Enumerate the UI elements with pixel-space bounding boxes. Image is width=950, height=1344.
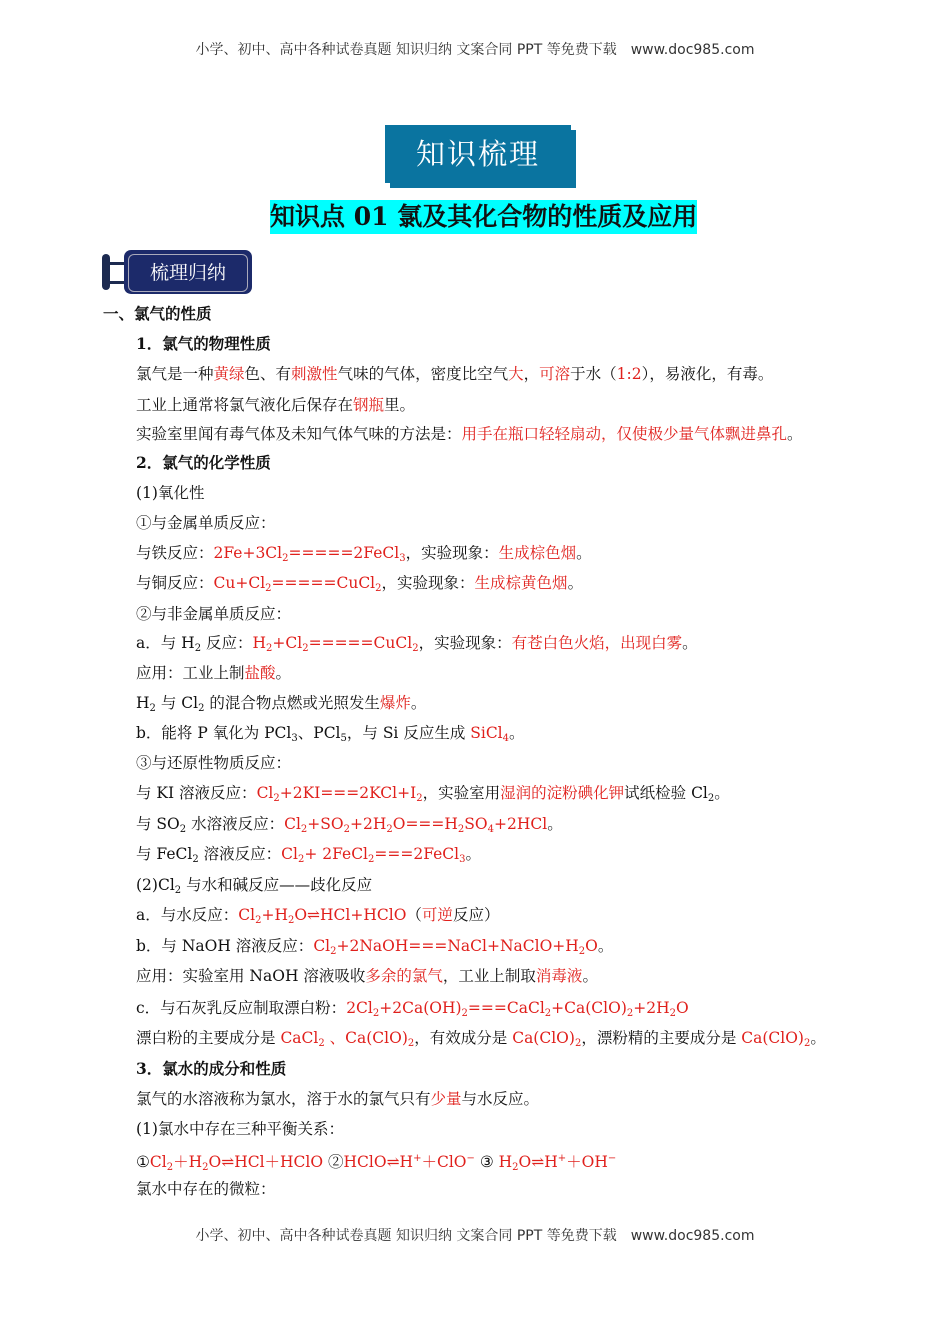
highlighted-text: 2 [255,915,262,926]
highlighted-text: 盐酸 [244,664,276,682]
section-heading [136,334,271,354]
highlighted-text: 2 [461,1008,468,1019]
highlighted-text: 2 [330,946,337,957]
text-segment: (1)氧化性 [136,484,205,502]
text-segment: 漂白粉的主要成分是 [136,1029,281,1047]
text-segment: 2 [149,703,156,714]
highlighted-text: +2H [633,999,670,1017]
text-line [136,1149,616,1178]
highlighted-text: 2 [544,1008,552,1019]
highlighted-text: 2 [626,1008,634,1019]
highlighted-text: 4 [502,733,510,744]
text-segment: 与 Cl [155,694,199,712]
text-segment: ，实验现象： [405,544,499,562]
text-segment: ① [136,1153,150,1171]
text-segment: ，工业上制取 [442,967,536,985]
highlighted-text: ＋OH [566,1153,608,1171]
text-line [136,663,291,683]
text-segment: ，漂粉精的主要成分是 [581,1029,742,1047]
section-banner: 知识梳理 [385,125,571,183]
text-segment: 与铁反应： [136,544,214,562]
text-segment: ，实验现象： [381,574,475,592]
text-line [136,364,773,384]
text-line [136,1179,276,1199]
text-segment: 与 KI 溶液反应： [136,784,257,802]
text-segment: 3 [291,733,298,744]
highlighted-text: 少量 [430,1090,462,1108]
highlighted-text: 2 [375,583,382,594]
text-segment: 5 [340,733,347,744]
text-segment: 2 [179,824,187,835]
text-line [136,936,613,962]
highlighted-text: 2 [512,1162,519,1173]
text-segment: 。 [787,425,803,443]
highlighted-text: 3 [459,854,466,865]
highlighted-text: 2 [273,793,280,804]
highlighted-text: 2 [407,1038,415,1049]
highlighted-text: H [498,1153,513,1171]
highlighted-text: − [466,1153,475,1164]
highlighted-text: 2 [343,824,350,835]
text-line [136,966,598,986]
highlighted-text: 2 [669,1008,677,1019]
highlighted-text: 黄绿 [213,365,245,383]
text-segment: 与 FeCl [136,845,193,863]
highlighted-text: 1:2 [616,365,642,383]
text-segment: 应用：实验室用 NaOH 溶液吸收 [136,967,366,985]
highlighted-text: HClO⇌H [343,1153,414,1171]
highlighted-text: O [676,999,689,1017]
highlighted-text: 可逆 [421,906,453,924]
highlighted-text: +2H [349,815,387,833]
highlighted-text: 2 [265,583,272,594]
text-segment: 的混合物点燃或光照发生 [204,694,380,712]
highlighted-text: 消毒液 [535,967,583,985]
text-line [136,814,563,840]
text-line [136,1119,344,1139]
highlighted-text: 、Ca(ClO) [324,1029,408,1047]
highlighted-text: 2 [574,1038,582,1049]
highlighted-text: 刺激性 [291,365,338,383]
highlighted-text: +SO [307,815,344,833]
text-segment: 。 [714,784,730,802]
highlighted-text: 钢瓶 [353,396,385,414]
text-segment: 试纸检验 Cl [624,784,708,802]
text-segment: 2 [192,854,199,865]
text-segment: 2．氯气的化学性质 [136,453,271,472]
text-segment: 。 [682,634,698,652]
text-segment: 1．氯气的物理性质 [136,334,271,353]
highlighted-text: Cl [149,1153,167,1171]
text-segment: 工业上通常将氯气液化后保存在 [136,396,354,414]
highlighted-text: +H [261,906,288,924]
highlighted-text: +Cl [272,634,303,652]
section-heading [136,453,271,473]
highlighted-text: O⇌H [518,1153,558,1171]
text-segment: 2 [707,793,715,804]
highlighted-text: Cl [313,937,331,955]
text-line [136,844,481,870]
text-segment: 实验室里闻有毒气体及未知气体气味的方法是： [136,425,462,443]
text-segment: 水溶液反应： [186,815,285,833]
highlighted-text: 2 [318,1038,325,1049]
text-line [136,875,372,901]
text-segment: 。 [509,724,525,742]
text-segment: 气味的气体，密度比空气 [337,365,509,383]
text-segment: 与水反应。 [461,1090,540,1108]
highlighted-text: +2KI===2KCl+I [279,784,417,802]
text-segment: a．与 H [136,634,195,652]
text-segment: ），易液化，有毒。 [641,365,774,383]
text-line [136,483,204,503]
text-segment: ③与还原性物质反应： [136,754,292,772]
text-segment: ，与 Si 反应生成 [346,724,471,742]
highlighted-text: O⇌HCl＋HClO [208,1153,324,1171]
highlighted-text: 2 [386,824,393,835]
highlighted-text: O [585,937,598,955]
highlighted-text: +2NaOH===NaCl+NaClO+H [336,937,579,955]
highlighted-text: H [252,634,267,652]
highlighted-text: Cu+Cl [213,574,266,592]
highlighted-text: Cl [281,845,298,863]
highlighted-text: SO [464,815,488,833]
highlighted-text: SiCl [470,724,503,742]
highlighted-text: 2 [457,824,465,835]
highlighted-text: 有苍白色火焰，出现白雾 [511,634,683,652]
text-line [136,543,592,569]
highlighted-text: 4 [487,824,494,835]
highlighted-text: ===2FeCl [374,845,460,863]
highlighted-text: + 2FeCl [304,845,369,863]
text-line [136,693,426,719]
text-segment: 溶液反应： [198,845,282,863]
highlighted-text: =====CuCl [308,634,413,652]
highlighted-text: 生成棕黄色烟 [474,574,568,592]
page-header: 小学、初中、高中各种试卷真题 知识归纳 文案合同 PPT 等免费下载 www.doc985.com [195,42,755,58]
text-segment: ，实验室用 [422,784,501,802]
text-segment: (2)Cl [136,876,175,894]
text-segment: b．能将 P 氧化为 PCl [136,724,292,742]
highlighted-text: =====CuCl [271,574,376,592]
text-line [136,424,803,444]
text-segment: 色、有 [244,365,292,383]
highlighted-text: 2Fe+3Cl [213,544,283,562]
highlighted-text: 2 [300,824,308,835]
text-segment: (1)氯水中存在三种平衡关系： [136,1120,344,1138]
text-line [136,753,291,773]
text-segment: 氯气的水溶液称为氯水，溶于水的氯气只有 [136,1090,431,1108]
text-segment: 氯水中存在的微粒： [136,1180,276,1198]
highlighted-text: 2Cl [346,999,373,1017]
text-segment: 。 [576,544,592,562]
text-segment: ①与金属单质反应： [136,514,276,532]
text-segment: 、PCl [297,724,341,742]
text-segment: 。 [275,664,292,682]
text-line [136,1028,826,1054]
highlighted-text: 多余的氯气 [365,967,443,985]
text-line [136,783,730,809]
text-segment: ，有效成分是 [414,1029,513,1047]
highlighted-text: ＋ClO [421,1153,467,1171]
text-segment: 。 [567,574,584,592]
highlighted-text: Cl [284,815,301,833]
text-segment: 氯气是一种 [136,365,214,383]
text-segment: 2 [174,885,182,896]
text-line [136,395,415,415]
text-segment: 2 [194,643,202,654]
text-segment: ，实验现象： [418,634,512,652]
highlighted-text: 湿润的淀粉碘化钾 [500,784,625,802]
highlighted-text: 2 [412,643,419,654]
text-segment: 3．氯水的成分和性质 [136,1059,287,1078]
text-line [136,723,525,749]
text-segment: 应用：工业上制 [136,664,245,682]
highlighted-text: ＋H [173,1153,203,1171]
highlighted-text: 2 [803,1038,811,1049]
highlighted-text: + [557,1153,567,1164]
highlighted-text: =====2FeCl [288,544,400,562]
section-heading [136,1059,286,1079]
text-segment: a．与水反应： [136,906,239,924]
text-line [136,604,291,624]
text-segment: 。 [547,815,563,833]
text-segment: 于水（ [570,365,617,383]
highlighted-text: 2 [166,1162,174,1173]
text-line [136,573,583,599]
highlighted-text: 3 [399,553,406,564]
text-segment: H [136,694,150,712]
text-segment: 。 [810,1029,826,1047]
text-segment: ③ [474,1153,499,1171]
highlighted-text: 大 [508,365,524,383]
text-segment: 。 [597,937,614,955]
text-segment: 里。 [384,396,416,414]
highlighted-text: 用手在瓶口轻轻扇动，仅使极少量气体飘进鼻孔 [461,425,788,443]
highlighted-text: +2HCl [494,815,548,833]
highlighted-text: +2Ca(OH) [379,999,462,1017]
text-segment: 2 [198,703,205,714]
highlighted-text: 2 [266,643,273,654]
highlighted-text: +Ca(ClO) [551,999,627,1017]
text-segment: 与 SO [136,815,180,833]
highlighted-text: 2 [578,946,586,957]
knowledge-point-title: 知识点 01 氯及其化合物的性质及应用 [270,200,697,234]
text-segment: ② [323,1153,344,1171]
text-line [136,633,698,659]
tag-label: 梳理归纳 [128,254,248,292]
highlighted-text: O===H [392,815,458,833]
highlighted-text: O⇌HCl+HClO [294,906,407,924]
text-segment: 。 [465,845,482,863]
highlighted-text: 2 [368,854,375,865]
highlighted-text: − [607,1153,617,1164]
highlighted-text: 生成棕色烟 [498,544,577,562]
highlighted-text: 可溶 [539,365,571,383]
text-segment: 反应： [201,634,253,652]
section-heading [103,304,212,324]
highlighted-text: Ca(ClO) [512,1029,575,1047]
highlighted-text: 2 [282,553,289,564]
text-line [136,513,276,533]
highlighted-text: Ca(ClO) [741,1029,804,1047]
text-segment: c．与石灰乳反应制取漂白粉： [136,999,347,1017]
text-segment: 。 [410,694,427,712]
highlighted-text: Cl [256,784,274,802]
text-segment: （ [406,906,422,924]
text-segment: 与铜反应： [136,574,214,592]
highlighted-text: + [413,1153,422,1164]
highlighted-text: 2 [202,1162,209,1173]
highlighted-text: CaCl [280,1029,319,1047]
highlighted-text: Cl [238,906,256,924]
text-line [136,905,499,931]
text-segment: 。 [582,967,598,985]
page-footer: 小学、初中、高中各种试卷真题 知识归纳 文案合同 PPT 等免费下载 www.doc985.com [195,1228,755,1244]
text-line [136,998,689,1024]
highlighted-text: ===CaCl [467,999,545,1017]
text-line [136,1089,539,1109]
highlighted-text: 2 [416,793,423,804]
text-segment: 与水和碱反应——歧化反应 [181,876,373,894]
highlighted-text: 2 [302,643,309,654]
highlighted-text: 2 [287,915,295,926]
text-segment: ， [523,365,540,383]
text-segment: 反应） [452,906,500,924]
highlighted-text: 2 [297,854,305,865]
text-segment: b．与 NaOH 溶液反应： [136,937,314,955]
highlighted-text: 2 [372,1008,380,1019]
text-segment: ②与非金属单质反应： [136,605,292,623]
highlighted-text: 爆炸 [379,694,411,712]
text-segment: 一、氯气的性质 [103,304,212,323]
